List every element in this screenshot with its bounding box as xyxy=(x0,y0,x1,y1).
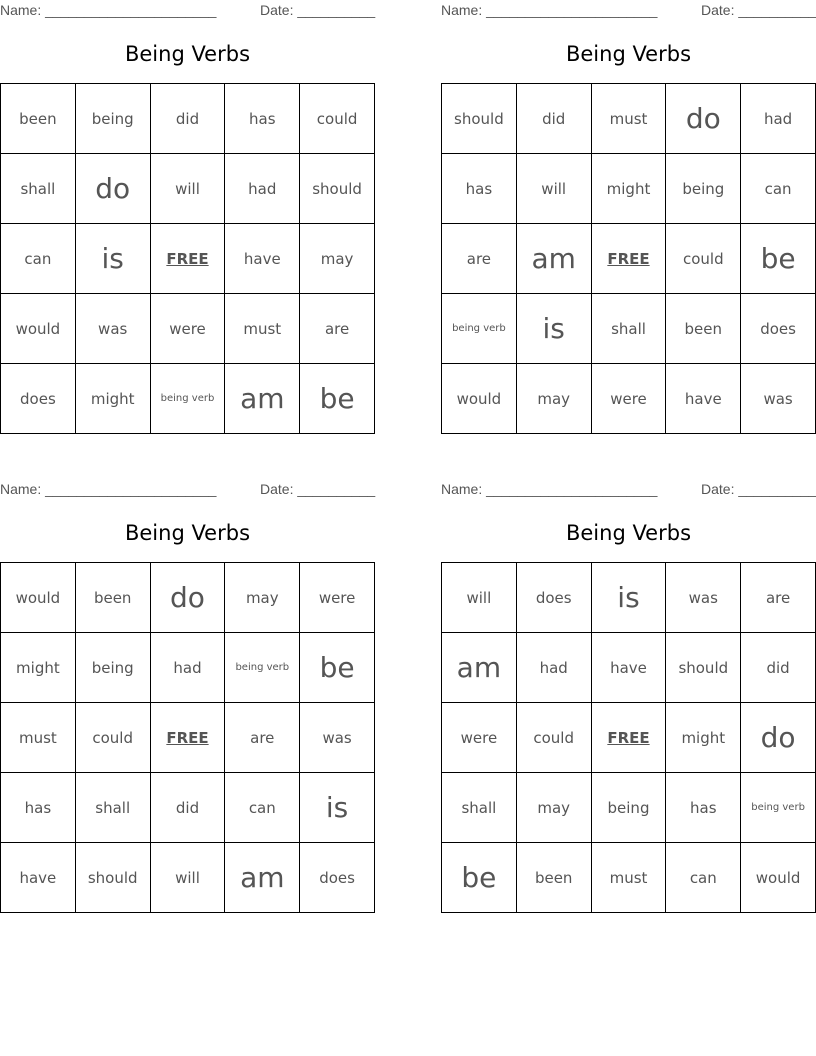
bingo-cell: being verb xyxy=(442,294,517,364)
bingo-cell: being xyxy=(666,154,741,224)
name-field-label: Name: ______________________ xyxy=(0,2,217,18)
bingo-cell: are xyxy=(442,224,517,294)
bingo-cell: would xyxy=(442,364,517,434)
bingo-cell: were xyxy=(442,703,517,773)
bingo-cell: will xyxy=(150,154,225,224)
bingo-cell: are xyxy=(225,703,300,773)
bingo-cell: had xyxy=(516,633,591,703)
bingo-cell: does xyxy=(516,563,591,633)
bingo-cell: did xyxy=(150,773,225,843)
name-field-label: Name: ______________________ xyxy=(441,481,658,497)
grid-row xyxy=(442,294,816,364)
free-space-cell: FREE xyxy=(591,224,666,294)
bingo-card-3 xyxy=(0,479,375,913)
bingo-cell: being xyxy=(75,633,150,703)
bingo-cell: be xyxy=(300,364,375,434)
bingo-cell: should xyxy=(300,154,375,224)
bingo-grid xyxy=(0,83,375,434)
grid-row xyxy=(442,843,816,913)
bingo-cell: has xyxy=(666,773,741,843)
bingo-cell: had xyxy=(741,84,816,154)
bingo-cell: has xyxy=(1,773,76,843)
bingo-cell: being xyxy=(591,773,666,843)
card-header xyxy=(441,481,816,499)
bingo-grid xyxy=(441,562,816,913)
bingo-cell: shall xyxy=(1,154,76,224)
grid-row xyxy=(442,633,816,703)
bingo-cell: should xyxy=(442,84,517,154)
grid-row xyxy=(1,773,375,843)
card-header xyxy=(0,2,375,20)
bingo-cell: do xyxy=(75,154,150,224)
bingo-cell: have xyxy=(666,364,741,434)
bingo-cell: could xyxy=(300,84,375,154)
bingo-cell: was xyxy=(741,364,816,434)
grid-row xyxy=(1,294,375,364)
bingo-cell: do xyxy=(741,703,816,773)
bingo-cell: may xyxy=(225,563,300,633)
bingo-cell: does xyxy=(1,364,76,434)
bingo-cell: will xyxy=(516,154,591,224)
bingo-cell: have xyxy=(225,224,300,294)
bingo-cell: was xyxy=(75,294,150,364)
bingo-cell: being verb xyxy=(150,364,225,434)
bingo-cell: could xyxy=(75,703,150,773)
bingo-grid xyxy=(0,562,375,913)
bingo-cell: am xyxy=(516,224,591,294)
bingo-cell: did xyxy=(516,84,591,154)
grid-row xyxy=(1,154,375,224)
name-field-label: Name: ______________________ xyxy=(0,481,217,497)
bingo-cell: been xyxy=(666,294,741,364)
grid-row xyxy=(442,773,816,843)
grid-row xyxy=(1,224,375,294)
free-space-cell: FREE xyxy=(591,703,666,773)
bingo-cell: were xyxy=(300,563,375,633)
bingo-cell: have xyxy=(1,843,76,913)
bingo-cell: been xyxy=(1,84,76,154)
bingo-cell: been xyxy=(516,843,591,913)
grid-row xyxy=(442,154,816,224)
bingo-cell: am xyxy=(225,843,300,913)
bingo-cell: may xyxy=(516,773,591,843)
grid-row xyxy=(442,84,816,154)
bingo-cell: be xyxy=(442,843,517,913)
date-field-label: Date: __________ xyxy=(701,2,816,18)
bingo-card-1 xyxy=(0,0,375,434)
bingo-cell: shall xyxy=(591,294,666,364)
date-field-label: Date: __________ xyxy=(260,2,376,18)
bingo-grid xyxy=(441,83,816,434)
bingo-cell: being xyxy=(75,84,150,154)
bingo-cell: must xyxy=(225,294,300,364)
bingo-cell: must xyxy=(591,843,666,913)
bingo-cell: might xyxy=(591,154,666,224)
grid-row xyxy=(1,703,375,773)
grid-row xyxy=(1,84,375,154)
bingo-cell: had xyxy=(225,154,300,224)
bingo-cell: do xyxy=(666,84,741,154)
bingo-cell: may xyxy=(300,224,375,294)
bingo-cell: can xyxy=(666,843,741,913)
bingo-cell: does xyxy=(300,843,375,913)
grid-row xyxy=(1,633,375,703)
bingo-cell: might xyxy=(1,633,76,703)
bingo-cell: might xyxy=(75,364,150,434)
bingo-card-4 xyxy=(441,479,816,913)
bingo-cell: were xyxy=(591,364,666,434)
bingo-cell: will xyxy=(150,843,225,913)
bingo-cell: are xyxy=(741,563,816,633)
bingo-cell: may xyxy=(516,364,591,434)
bingo-card-2 xyxy=(441,0,816,434)
grid-row xyxy=(1,563,375,633)
bingo-cell: is xyxy=(591,563,666,633)
bingo-cell: was xyxy=(666,563,741,633)
bingo-cell: shall xyxy=(442,773,517,843)
bingo-cell: did xyxy=(150,84,225,154)
bingo-cell: should xyxy=(75,843,150,913)
date-field-label: Date: __________ xyxy=(701,481,816,497)
grid-row xyxy=(442,224,816,294)
bingo-cell: must xyxy=(1,703,76,773)
grid-row xyxy=(442,364,816,434)
bingo-cell: does xyxy=(741,294,816,364)
bingo-cell: being verb xyxy=(225,633,300,703)
bingo-cell: be xyxy=(741,224,816,294)
card-header xyxy=(0,481,375,499)
bingo-cell: could xyxy=(666,224,741,294)
bingo-cell: should xyxy=(666,633,741,703)
name-field-label: Name: ______________________ xyxy=(441,2,658,18)
bingo-cell: would xyxy=(1,294,76,364)
bingo-cell: has xyxy=(442,154,517,224)
bingo-cell: be xyxy=(300,633,375,703)
free-space-cell: FREE xyxy=(150,224,225,294)
bingo-cell: has xyxy=(225,84,300,154)
bingo-cell: can xyxy=(225,773,300,843)
bingo-cell: were xyxy=(150,294,225,364)
card-title: Being Verbs xyxy=(124,42,251,66)
grid-row xyxy=(1,843,375,913)
card-header xyxy=(441,2,816,20)
bingo-cell: can xyxy=(1,224,76,294)
bingo-cell: are xyxy=(300,294,375,364)
card-title: Being Verbs xyxy=(124,521,251,545)
bingo-cell: shall xyxy=(75,773,150,843)
bingo-cell: was xyxy=(300,703,375,773)
bingo-cell: would xyxy=(1,563,76,633)
free-space-cell: FREE xyxy=(150,703,225,773)
bingo-cell: can xyxy=(741,154,816,224)
bingo-cell: must xyxy=(591,84,666,154)
bingo-cell: have xyxy=(591,633,666,703)
bingo-cell: might xyxy=(666,703,741,773)
bingo-cell: been xyxy=(75,563,150,633)
bingo-cell: am xyxy=(225,364,300,434)
grid-row xyxy=(442,703,816,773)
card-title: Being Verbs xyxy=(565,42,692,66)
bingo-cell: would xyxy=(741,843,816,913)
bingo-cell: being verb xyxy=(741,773,816,843)
bingo-cell: is xyxy=(300,773,375,843)
card-title: Being Verbs xyxy=(565,521,692,545)
bingo-cell: is xyxy=(516,294,591,364)
grid-row xyxy=(1,364,375,434)
grid-row xyxy=(442,563,816,633)
date-field-label: Date: __________ xyxy=(260,481,376,497)
bingo-cell: am xyxy=(442,633,517,703)
bingo-cell: will xyxy=(442,563,517,633)
bingo-cell: is xyxy=(75,224,150,294)
bingo-cell: do xyxy=(150,563,225,633)
bingo-cell: did xyxy=(741,633,816,703)
bingo-cell: had xyxy=(150,633,225,703)
bingo-cell: could xyxy=(516,703,591,773)
